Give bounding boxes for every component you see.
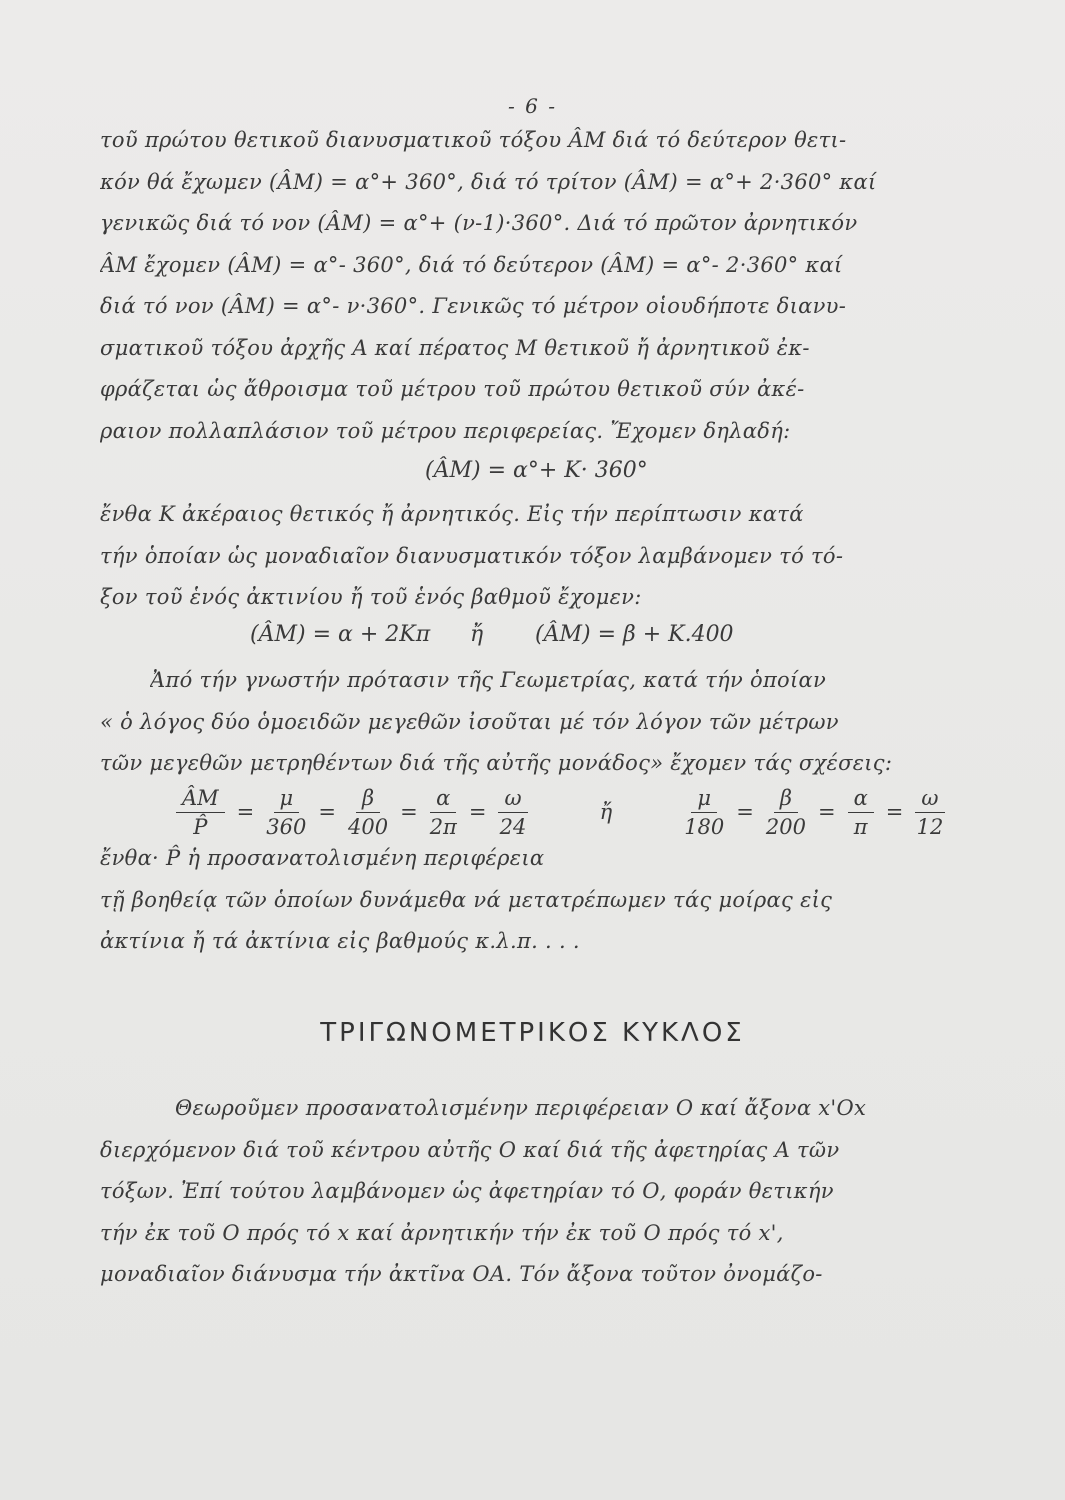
equals-sign: =	[817, 800, 836, 824]
equals-sign: =	[318, 800, 336, 824]
fraction: $\frac{\beta}{400}$	[347, 785, 389, 839]
text-line: φράζεται ὡς ἄθροισμα τοῦ μέτρου τοῦ πρώτου θετικοῦ σύν ἀκέ-	[100, 377, 805, 401]
text-line: Ἀπό τήν γνωστήν πρότασιν τῆς Γεωμετρίας, κατά τήν ὁποίαν	[150, 668, 827, 692]
equals-sign: =	[885, 800, 904, 824]
paragraph-5	[100, 1088, 970, 1296]
text-line: ραιον πολλαπλάσιον τοῦ μέτρου περιφερείας. Ἔχομεν δηλαδή:	[100, 418, 791, 443]
fraction: $\frac{\omega}{12}$	[916, 785, 944, 839]
fraction: $\frac{\beta}{200}$	[765, 785, 806, 839]
text-line: κόν θά ἔχωμεν (ÂM) = α°+ 360°, διά τό τρίτον (ÂM) = α°+ 2·360° καί	[100, 169, 877, 194]
paragraph-3	[100, 660, 970, 785]
text-line: ἔνθα· P̂ ἡ προσανατολισμένη περιφέρεια	[100, 846, 545, 870]
page-number: - 6 -	[508, 94, 557, 118]
ratio-relations	[170, 782, 970, 842]
text-line: Θεωροῦμεν προσανατολισμένην περιφέρειαν Ο καί ἄξονα x'Ox	[175, 1096, 867, 1120]
text-line: « ὁ λόγος δύο ὁμοειδῶν μεγεθῶν ἰσοῦται μέ τόν λόγον τῶν μέτρων	[100, 709, 839, 734]
or-word: ἤ	[599, 800, 613, 824]
fraction: $\frac{ÂM}{P̂}$	[176, 786, 225, 839]
text-line: τήν ὁποίαν ὡς μοναδιαῖον διανυσματικόν τόξον λαμβάνομεν τό τό-	[100, 543, 844, 568]
text-line: τῇ βοηθείᾳ τῶν ὁποίων δυνάμεθα νά μετατρέπωμεν τάς μοίρας εἰς	[100, 887, 833, 912]
text-line: τήν ἐκ τοῦ Ο πρός τό x καί ἀρνητικήν τήν ἐκ τοῦ Ο πρός τό x',	[100, 1220, 784, 1245]
fraction: $\frac{\mu}{360}$	[266, 785, 307, 839]
equals-sign: =	[236, 800, 255, 824]
equation-2-right: (ÂM) = β + K.400	[535, 622, 734, 647]
text-line: ἔνθα K ἀκέραιος θετικός ἤ ἀρνητικός. Εἰς τήν περίπτωσιν κατά	[100, 502, 804, 526]
equals-sign: =	[468, 800, 487, 824]
equation-1: (ÂM) = α°+ K· 360°	[425, 458, 648, 483]
fraction: $\frac{\mu}{180}$	[684, 785, 725, 839]
equals-sign: =	[736, 800, 754, 824]
text-line: τοῦ πρώτου θετικοῦ διανυσματικοῦ τόξου ÂM διά τό δεύτερον θετι-	[100, 128, 847, 152]
text-line: ἀκτίνια ἤ τά ἀκτίνια εἰς βαθμούς κ.λ.π. . . .	[100, 929, 580, 953]
paragraph-2	[100, 494, 970, 619]
paragraph-4	[100, 838, 970, 963]
text-line: ξον τοῦ ἑνός ἀκτινίου ἤ τοῦ ἑνός βαθμοῦ ἔχομεν:	[100, 585, 642, 609]
section-heading: ΤΡΙΓΩΝΟΜΕΤΡΙΚΟΣ ΚΥΚΛΟΣ	[320, 1018, 745, 1048]
text-line: διερχόμενον διά τοῦ κέντρου αὐτῆς Ο καί διά τῆς ἀφετηρίας Α τῶν	[100, 1137, 840, 1162]
text-line: διά τό νον (ÂM) = α°- ν·360°. Γενικῶς τό μέτρον οἱουδήποτε διανυ-	[100, 294, 847, 318]
text-line: γενικῶς διά τό νον (ÂM) = α°+ (ν-1)·360°. Διά τό πρῶτον ἀρνητικόν	[100, 211, 858, 235]
fraction: $\frac{\omega}{24}$	[499, 785, 527, 839]
text-line: τῶν μεγεθῶν μετρηθέντων διά τῆς αὐτῆς μονάδος» ἔχομεν τάς σχέσεις:	[100, 751, 893, 775]
fraction: $\frac{\alpha}{\pi}$	[848, 786, 874, 839]
text-line: μοναδιαῖον διάνυσμα τήν ἀκτῖνα ΟΑ. Τόν ἄξονα τοῦτον ὀνομάζο-	[100, 1262, 823, 1286]
text-line: σματικοῦ τόξου ἀρχῆς Α καί πέρατος Μ θετικοῦ ἤ ἀρνητικοῦ ἐκ-	[100, 335, 810, 360]
text-line: ÂM ἔχομεν (ÂM) = α°- 360°, διά τό δεύτερον (ÂM) = α°- 2·360° καί	[100, 252, 843, 277]
fraction: $\frac{\alpha}{2\pi}$	[429, 785, 457, 839]
equation-2-or: ἤ	[470, 622, 484, 647]
text-line: τόξων. Ἐπί τούτου λαμβάνομεν ὡς ἀφετηρίαν τό Ο, φοράν θετικήν	[100, 1179, 834, 1203]
equation-2-left: (ÂM) = α + 2Kπ	[250, 622, 431, 647]
paragraph-1	[100, 120, 970, 452]
equals-sign: =	[400, 800, 418, 824]
